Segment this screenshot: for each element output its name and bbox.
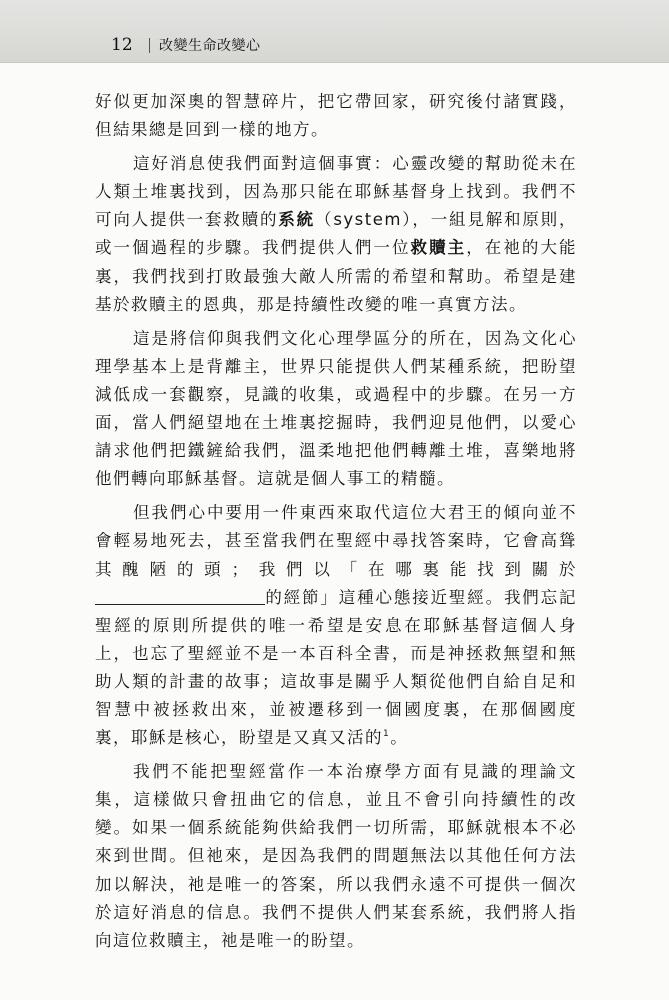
paragraph-continued: 好似更加深奧的智慧碎片，把它帶回家，研究後付諸實踐，但結果總是回到一樣的地方。 bbox=[95, 92, 577, 140]
emphasis-redeemer: 救贖主 bbox=[410, 238, 467, 258]
paragraph bbox=[95, 499, 577, 752]
book-title: 改變生命改變心 bbox=[159, 38, 261, 54]
body-text bbox=[95, 88, 577, 961]
text-run: （system），一組見解和原則，或一個過程的步驟。我們提供人們一位 bbox=[95, 210, 578, 258]
running-header bbox=[0, 0, 669, 63]
footnote-marker: 1 bbox=[383, 729, 391, 740]
text-run: 的經節」這種心態接近聖經。我們忘記聖經的原則所提供的唯一希望是安息在耶穌基督這個人身上，也忘了聖經並不是一本百科全書，而是神拯救無望和無助人類的計畫的故事；這故事是關乎人類從他們自給自足和智慧中被拯救出來，並被遷移到一個國度裏，在那個國度裏，耶穌是核心，盼望是又真又活的 bbox=[95, 587, 577, 748]
text-run: 這好消息使我們面對這個事實：心靈改變的幫助從未在人類土堆裏找到，因為那只能在耶穌基督身上找到。我們不可向人提供一套救贖的 bbox=[95, 154, 577, 230]
paragraph: 這是將信仰與我們文化心理學區分的所在，因為文化心理學基本上是背離主，世界只能提供人們某種系統，把盼望減低成一套觀察，見識的收集，或過程中的步驟。在另一方面，當人們絕望地在土堆裏挖掘時，我們迎見他們，以愛心請求他們把鐵鏟給我們，溫柔地把他們轉離土堆，喜樂地將他們轉向耶穌基督。這就是個人事工的精髓。 bbox=[95, 328, 577, 489]
text-run: 但我們心中要用一件東西來取代這位大君王的傾向並不會輕易地死去，甚至當我們在聖經中尋找答案時，它會高聳其醜陋的頭；我們以「在哪裏能找到關於 bbox=[95, 503, 577, 579]
page-number: 12 bbox=[111, 35, 133, 55]
text-run: 。 bbox=[390, 728, 409, 748]
text-run: ，在祂的大能裏，我們找到打敗最強大敵人所需的希望和幫助。希望是建基於救贖主的恩典，那是持續性改變的唯一真實方法。 bbox=[95, 238, 578, 314]
emphasis-system: 系統 bbox=[278, 210, 315, 230]
paragraph: 我們不能把聖經當作一本治療學方面有見識的理論文集，這樣做只會扭曲它的信息，並且不會引向持續性的改變。如果一個系統能夠供給我們一切所需，耶穌就根本不必來到世間。但祂來，是因為我們的問題無法以其他任何方法加以解決，祂是唯一的答案，所以我們永遠不可提供一個次於這好消息的信息。我們不提供人們某套系統，我們將人指向這位救贖主，祂是唯一的盼望。 bbox=[95, 762, 577, 950]
header-divider bbox=[149, 38, 150, 53]
paragraph bbox=[95, 150, 577, 319]
fill-in-blank bbox=[95, 588, 265, 605]
